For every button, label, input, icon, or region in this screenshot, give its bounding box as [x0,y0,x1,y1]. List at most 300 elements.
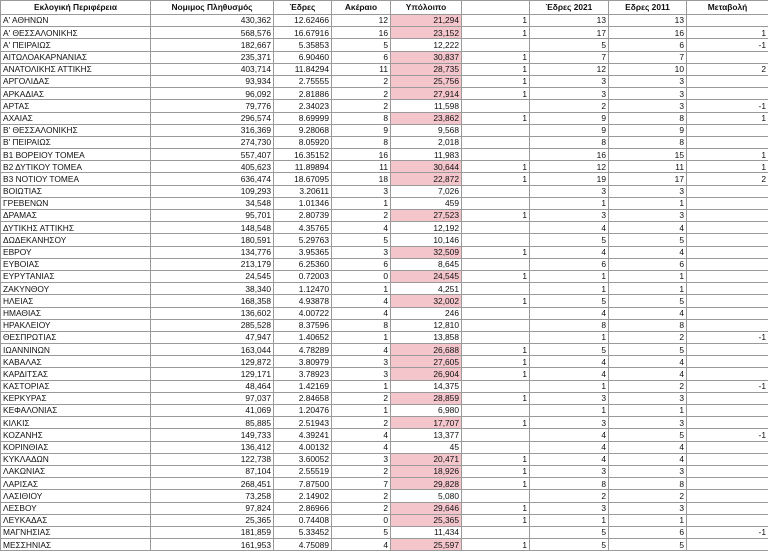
cell-population[interactable]: 25,365 [151,514,274,526]
cell-extra[interactable] [462,197,530,209]
cell-seats[interactable]: 5.29763 [274,234,332,246]
cell-population[interactable]: 557,407 [151,149,274,161]
cell-population[interactable]: 97,037 [151,392,274,404]
cell-region[interactable]: ΒΟΙΩΤΙΑΣ [1,185,151,197]
cell-seats[interactable]: 2.80739 [274,210,332,222]
cell-integer[interactable]: 16 [332,149,391,161]
cell-remainder[interactable]: 21,294 [391,15,462,27]
cell-remainder[interactable]: 27,914 [391,88,462,100]
cell-integer[interactable]: 3 [332,185,391,197]
cell-population[interactable]: 430,362 [151,15,274,27]
cell-remainder[interactable]: 12,810 [391,319,462,331]
cell-change[interactable] [687,51,768,63]
cell-change[interactable] [687,465,768,477]
cell-integer[interactable]: 1 [332,197,391,209]
cell-change[interactable] [687,197,768,209]
cell-region[interactable]: ΚΟΡΙΝΘΙΑΣ [1,441,151,453]
cell-region[interactable]: Β3 ΝΟΤΙΟΥ ΤΟΜΕΑ [1,173,151,185]
cell-remainder[interactable]: 32,002 [391,295,462,307]
cell-extra[interactable] [462,441,530,453]
cell-region[interactable]: Β1 ΒΟΡΕΙΟΥ ΤΟΜΕΑ [1,149,151,161]
cell-remainder[interactable]: 14,375 [391,380,462,392]
cell-change[interactable] [687,490,768,502]
cell-population[interactable]: 97,824 [151,502,274,514]
cell-seats-2011[interactable]: 8 [609,112,687,124]
cell-seats-2011[interactable]: 3 [609,502,687,514]
cell-seats-2011[interactable]: 1 [609,514,687,526]
cell-seats-2021[interactable]: 5 [530,234,609,246]
cell-population[interactable]: 136,412 [151,441,274,453]
cell-seats-2011[interactable]: 17 [609,173,687,185]
cell-seats[interactable]: 3.60052 [274,453,332,465]
cell-seats[interactable]: 6.90460 [274,51,332,63]
cell-seats[interactable]: 8.69999 [274,112,332,124]
cell-population[interactable]: 168,358 [151,295,274,307]
header-remainder[interactable]: Υπόλοιπο [391,1,462,15]
cell-extra[interactable] [462,149,530,161]
cell-integer[interactable]: 11 [332,161,391,173]
cell-change[interactable]: 1 [687,27,768,39]
cell-population[interactable]: 122,738 [151,453,274,465]
cell-seats-2011[interactable]: 4 [609,441,687,453]
cell-population[interactable]: 34,548 [151,197,274,209]
cell-integer[interactable]: 4 [332,222,391,234]
cell-seats-2011[interactable]: 5 [609,234,687,246]
cell-seats[interactable]: 3.80979 [274,356,332,368]
cell-remainder[interactable]: 12,222 [391,39,462,51]
cell-seats-2021[interactable]: 9 [530,112,609,124]
cell-remainder[interactable]: 11,598 [391,100,462,112]
cell-integer[interactable]: 4 [332,295,391,307]
cell-seats[interactable]: 11.89894 [274,161,332,173]
cell-change[interactable]: -1 [687,100,768,112]
cell-seats-2021[interactable]: 3 [530,465,609,477]
cell-population[interactable]: 285,528 [151,319,274,331]
cell-population[interactable]: 180,591 [151,234,274,246]
cell-seats-2011[interactable]: 3 [609,392,687,404]
cell-extra[interactable] [462,380,530,392]
cell-integer[interactable]: 8 [332,112,391,124]
cell-remainder[interactable]: 26,688 [391,344,462,356]
cell-population[interactable]: 136,602 [151,307,274,319]
cell-change[interactable] [687,246,768,258]
cell-seats-2021[interactable]: 13 [530,15,609,27]
cell-region[interactable]: ΑΝΑΤΟΛΙΚΗΣ ΑΤΤΙΚΗΣ [1,63,151,75]
header-seats[interactable]: Έδρες [274,1,332,15]
cell-remainder[interactable]: 2,018 [391,136,462,148]
cell-region[interactable]: ΖΑΚΥΝΘΟΥ [1,283,151,295]
cell-seats-2021[interactable]: 5 [530,39,609,51]
cell-change[interactable] [687,234,768,246]
cell-change[interactable] [687,392,768,404]
cell-population[interactable]: 405,623 [151,161,274,173]
cell-region[interactable]: ΑΧΑΙΑΣ [1,112,151,124]
cell-population[interactable]: 316,369 [151,124,274,136]
cell-seats-2021[interactable]: 4 [530,246,609,258]
cell-extra[interactable]: 1 [462,161,530,173]
cell-remainder[interactable]: 27,605 [391,356,462,368]
cell-extra[interactable]: 1 [462,210,530,222]
cell-region[interactable]: ΚΑΣΤΟΡΙΑΣ [1,380,151,392]
cell-change[interactable]: 1 [687,149,768,161]
cell-population[interactable]: 129,171 [151,368,274,380]
cell-remainder[interactable]: 29,646 [391,502,462,514]
cell-change[interactable] [687,417,768,429]
cell-region[interactable]: ΑΡΚΑΔΙΑΣ [1,88,151,100]
cell-extra[interactable] [462,490,530,502]
cell-extra[interactable]: 1 [462,173,530,185]
cell-extra[interactable] [462,319,530,331]
cell-integer[interactable]: 4 [332,344,391,356]
cell-integer[interactable]: 16 [332,27,391,39]
cell-extra[interactable]: 1 [462,368,530,380]
cell-remainder[interactable]: 30,644 [391,161,462,173]
cell-change[interactable] [687,319,768,331]
cell-integer[interactable]: 18 [332,173,391,185]
cell-integer[interactable]: 2 [332,490,391,502]
cell-seats-2021[interactable]: 3 [530,75,609,87]
cell-change[interactable] [687,295,768,307]
cell-extra[interactable]: 1 [462,514,530,526]
cell-change[interactable] [687,15,768,27]
cell-extra[interactable]: 1 [462,356,530,368]
cell-integer[interactable]: 2 [332,88,391,100]
cell-seats-2021[interactable]: 3 [530,392,609,404]
cell-seats[interactable]: 5.35853 [274,39,332,51]
cell-region[interactable]: ΚΑΡΔΙΤΣΑΣ [1,368,151,380]
cell-seats-2021[interactable]: 1 [530,283,609,295]
cell-seats[interactable]: 2.81886 [274,88,332,100]
cell-remainder[interactable]: 29,828 [391,478,462,490]
cell-remainder[interactable]: 8,645 [391,258,462,270]
cell-integer[interactable]: 5 [332,234,391,246]
cell-change[interactable] [687,441,768,453]
cell-seats-2011[interactable]: 4 [609,368,687,380]
cell-population[interactable]: 149,733 [151,429,274,441]
cell-integer[interactable]: 8 [332,319,391,331]
cell-population[interactable]: 79,776 [151,100,274,112]
cell-extra[interactable]: 1 [462,417,530,429]
cell-remainder[interactable]: 459 [391,197,462,209]
cell-population[interactable]: 163,044 [151,344,274,356]
cell-integer[interactable]: 4 [332,307,391,319]
cell-seats-2021[interactable]: 12 [530,161,609,173]
cell-extra[interactable] [462,39,530,51]
cell-seats-2011[interactable]: 7 [609,51,687,63]
cell-seats-2021[interactable]: 3 [530,185,609,197]
cell-seats[interactable]: 16.67916 [274,27,332,39]
cell-population[interactable]: 38,340 [151,283,274,295]
cell-seats[interactable]: 2.55519 [274,465,332,477]
cell-seats-2011[interactable]: 10 [609,63,687,75]
cell-region[interactable]: ΛΕΥΚΑΔΑΣ [1,514,151,526]
cell-remainder[interactable]: 11,983 [391,149,462,161]
cell-extra[interactable]: 1 [462,465,530,477]
cell-region[interactable]: Β2 ΔΥΤΙΚΟΥ ΤΟΜΕΑ [1,161,151,173]
cell-seats[interactable]: 3.78923 [274,368,332,380]
cell-seats-2021[interactable]: 4 [530,441,609,453]
cell-seats[interactable]: 2.34023 [274,100,332,112]
cell-seats[interactable]: 1.12470 [274,283,332,295]
cell-remainder[interactable]: 20,471 [391,453,462,465]
header-population[interactable]: Νομιμος Πληθυσμός [151,1,274,15]
cell-seats-2011[interactable]: 3 [609,417,687,429]
cell-region[interactable]: Α' ΘΕΣΣΑΛΟΝΙΚΗΣ [1,27,151,39]
cell-seats[interactable]: 4.93878 [274,295,332,307]
cell-region[interactable]: ΛΑΡΙΣΑΣ [1,478,151,490]
cell-integer[interactable]: 1 [332,283,391,295]
cell-extra[interactable]: 1 [462,344,530,356]
cell-extra[interactable]: 1 [462,51,530,63]
cell-seats[interactable]: 1.42169 [274,380,332,392]
cell-seats-2021[interactable]: 17 [530,27,609,39]
cell-integer[interactable]: 9 [332,124,391,136]
cell-extra[interactable] [462,222,530,234]
cell-population[interactable]: 636,474 [151,173,274,185]
header-integer[interactable]: Ακέραιο [332,1,391,15]
cell-integer[interactable]: 3 [332,246,391,258]
cell-seats-2011[interactable]: 13 [609,15,687,27]
cell-region[interactable]: ΛΑΣΙΘΙΟΥ [1,490,151,502]
cell-seats-2011[interactable]: 3 [609,465,687,477]
cell-extra[interactable] [462,185,530,197]
cell-population[interactable]: 87,104 [151,465,274,477]
cell-seats-2011[interactable]: 15 [609,149,687,161]
cell-seats-2021[interactable]: 8 [530,319,609,331]
cell-integer[interactable]: 2 [332,465,391,477]
cell-region[interactable]: ΚΙΛΚΙΣ [1,417,151,429]
cell-region[interactable]: ΗΜΑΘΙΑΣ [1,307,151,319]
cell-seats-2011[interactable]: 6 [609,39,687,51]
cell-extra[interactable]: 1 [462,295,530,307]
cell-population[interactable]: 93,934 [151,75,274,87]
cell-seats-2021[interactable]: 4 [530,429,609,441]
cell-seats-2021[interactable]: 1 [530,331,609,343]
cell-change[interactable] [687,222,768,234]
cell-region[interactable]: ΚΟΖΑΝΗΣ [1,429,151,441]
cell-seats-2021[interactable]: 2 [530,490,609,502]
cell-extra[interactable] [462,136,530,148]
cell-integer[interactable]: 0 [332,514,391,526]
cell-extra[interactable]: 1 [462,246,530,258]
cell-seats[interactable]: 7.87500 [274,478,332,490]
cell-population[interactable]: 181,859 [151,526,274,538]
cell-remainder[interactable]: 25,756 [391,75,462,87]
cell-seats[interactable]: 9.28068 [274,124,332,136]
cell-seats-2011[interactable]: 8 [609,319,687,331]
cell-region[interactable]: Β' ΘΕΣΣΑΛΟΝΙΚΗΣ [1,124,151,136]
cell-region[interactable]: ΘΕΣΠΡΩΤΙΑΣ [1,331,151,343]
cell-seats-2011[interactable]: 4 [609,453,687,465]
cell-integer[interactable]: 6 [332,51,391,63]
cell-change[interactable]: -1 [687,429,768,441]
cell-seats-2011[interactable]: 1 [609,197,687,209]
cell-seats-2021[interactable]: 4 [530,453,609,465]
cell-change[interactable] [687,405,768,417]
cell-integer[interactable]: 6 [332,258,391,270]
cell-region[interactable]: ΔΩΔΕΚΑΝΗΣΟΥ [1,234,151,246]
cell-seats-2011[interactable]: 9 [609,124,687,136]
cell-remainder[interactable]: 18,926 [391,465,462,477]
cell-integer[interactable]: 2 [332,392,391,404]
cell-seats-2021[interactable]: 4 [530,222,609,234]
cell-seats[interactable]: 3.95365 [274,246,332,258]
cell-seats-2021[interactable]: 1 [530,405,609,417]
cell-integer[interactable]: 2 [332,417,391,429]
cell-seats[interactable]: 4.78289 [274,344,332,356]
cell-seats-2021[interactable]: 2 [530,100,609,112]
cell-seats[interactable]: 12.62466 [274,15,332,27]
cell-integer[interactable]: 5 [332,526,391,538]
cell-seats[interactable]: 2.86966 [274,502,332,514]
cell-integer[interactable]: 1 [332,380,391,392]
cell-change[interactable]: -1 [687,39,768,51]
cell-region[interactable]: ΑΡΤΑΣ [1,100,151,112]
cell-extra[interactable]: 1 [462,392,530,404]
cell-seats-2011[interactable]: 3 [609,75,687,87]
cell-seats-2011[interactable]: 3 [609,185,687,197]
cell-remainder[interactable]: 12,192 [391,222,462,234]
cell-seats-2021[interactable]: 9 [530,124,609,136]
cell-region[interactable]: ΚΕΡΚΥΡΑΣ [1,392,151,404]
cell-region[interactable]: ΚΥΚΛΑΔΩΝ [1,453,151,465]
cell-seats[interactable]: 4.75089 [274,539,332,551]
cell-remainder[interactable]: 25,365 [391,514,462,526]
cell-seats-2021[interactable]: 1 [530,270,609,282]
cell-seats-2021[interactable]: 16 [530,149,609,161]
cell-change[interactable] [687,136,768,148]
cell-extra[interactable]: 1 [462,112,530,124]
cell-integer[interactable]: 11 [332,63,391,75]
cell-region[interactable]: ΑΡΓΟΛΙΔΑΣ [1,75,151,87]
cell-seats-2021[interactable]: 19 [530,173,609,185]
cell-region[interactable]: ΕΒΡΟΥ [1,246,151,258]
cell-extra[interactable] [462,526,530,538]
cell-region[interactable]: ΓΡΕΒΕΝΩΝ [1,197,151,209]
cell-seats[interactable]: 1.01346 [274,197,332,209]
cell-change[interactable] [687,368,768,380]
cell-remainder[interactable]: 32,509 [391,246,462,258]
cell-remainder[interactable]: 11,434 [391,526,462,538]
cell-seats-2011[interactable]: 5 [609,344,687,356]
cell-integer[interactable]: 2 [332,100,391,112]
cell-seats-2011[interactable]: 1 [609,270,687,282]
cell-integer[interactable]: 4 [332,539,391,551]
cell-integer[interactable]: 3 [332,453,391,465]
cell-population[interactable]: 129,872 [151,356,274,368]
cell-seats-2011[interactable]: 3 [609,100,687,112]
cell-seats[interactable]: 2.14902 [274,490,332,502]
cell-remainder[interactable]: 10,146 [391,234,462,246]
cell-seats[interactable]: 8.37596 [274,319,332,331]
cell-remainder[interactable]: 25,597 [391,539,462,551]
cell-integer[interactable]: 3 [332,368,391,380]
cell-remainder[interactable]: 23,152 [391,27,462,39]
cell-remainder[interactable]: 5,080 [391,490,462,502]
cell-extra[interactable]: 1 [462,27,530,39]
cell-change[interactable] [687,502,768,514]
cell-region[interactable]: ΗΛΕΙΑΣ [1,295,151,307]
cell-extra[interactable] [462,331,530,343]
cell-seats-2021[interactable]: 8 [530,136,609,148]
cell-population[interactable]: 568,576 [151,27,274,39]
cell-population[interactable]: 47,947 [151,331,274,343]
cell-seats-2021[interactable]: 6 [530,258,609,270]
cell-seats-2021[interactable]: 5 [530,295,609,307]
cell-seats[interactable]: 4.35765 [274,222,332,234]
cell-seats-2011[interactable]: 5 [609,429,687,441]
cell-remainder[interactable]: 4,251 [391,283,462,295]
cell-seats-2011[interactable]: 3 [609,88,687,100]
cell-seats-2021[interactable]: 7 [530,51,609,63]
cell-seats-2021[interactable]: 4 [530,368,609,380]
cell-extra[interactable]: 1 [462,63,530,75]
cell-extra[interactable]: 1 [462,270,530,282]
cell-change[interactable]: -1 [687,526,768,538]
cell-change[interactable] [687,539,768,551]
cell-extra[interactable] [462,100,530,112]
cell-extra[interactable]: 1 [462,539,530,551]
cell-integer[interactable]: 8 [332,136,391,148]
cell-population[interactable]: 403,714 [151,63,274,75]
cell-seats-2011[interactable]: 4 [609,222,687,234]
cell-integer[interactable]: 4 [332,429,391,441]
cell-seats[interactable]: 5.33452 [274,526,332,538]
cell-integer[interactable]: 7 [332,478,391,490]
cell-change[interactable] [687,88,768,100]
cell-seats-2021[interactable]: 3 [530,417,609,429]
cell-integer[interactable]: 2 [332,210,391,222]
cell-seats-2011[interactable]: 8 [609,478,687,490]
cell-seats-2011[interactable]: 2 [609,490,687,502]
cell-seats-2011[interactable]: 4 [609,246,687,258]
cell-seats-2011[interactable]: 4 [609,356,687,368]
cell-seats[interactable]: 1.40652 [274,331,332,343]
cell-change[interactable]: 1 [687,161,768,173]
header-seats-2021[interactable]: Έδρες 2021 [530,1,609,15]
cell-remainder[interactable]: 22,872 [391,173,462,185]
cell-seats-2021[interactable]: 5 [530,344,609,356]
cell-extra[interactable]: 1 [462,15,530,27]
cell-integer[interactable]: 3 [332,356,391,368]
cell-seats[interactable]: 3.20611 [274,185,332,197]
cell-remainder[interactable]: 45 [391,441,462,453]
cell-population[interactable]: 134,776 [151,246,274,258]
cell-region[interactable]: Α' ΑΘΗΝΩΝ [1,15,151,27]
cell-integer[interactable]: 1 [332,331,391,343]
cell-extra[interactable] [462,307,530,319]
cell-integer[interactable]: 2 [332,502,391,514]
cell-seats-2011[interactable]: 6 [609,526,687,538]
cell-remainder[interactable]: 27,523 [391,210,462,222]
cell-population[interactable]: 73,258 [151,490,274,502]
cell-seats-2011[interactable]: 4 [609,307,687,319]
cell-seats[interactable]: 4.00132 [274,441,332,453]
cell-change[interactable] [687,270,768,282]
cell-seats-2011[interactable]: 5 [609,539,687,551]
cell-seats-2011[interactable]: 5 [609,295,687,307]
cell-seats[interactable]: 4.00722 [274,307,332,319]
cell-extra[interactable] [462,258,530,270]
cell-seats-2021[interactable]: 1 [530,380,609,392]
cell-seats-2011[interactable]: 2 [609,380,687,392]
cell-change[interactable] [687,356,768,368]
cell-remainder[interactable]: 28,735 [391,63,462,75]
cell-change[interactable]: 2 [687,63,768,75]
cell-seats-2021[interactable]: 3 [530,210,609,222]
cell-population[interactable]: 161,953 [151,539,274,551]
cell-population[interactable]: 96,092 [151,88,274,100]
